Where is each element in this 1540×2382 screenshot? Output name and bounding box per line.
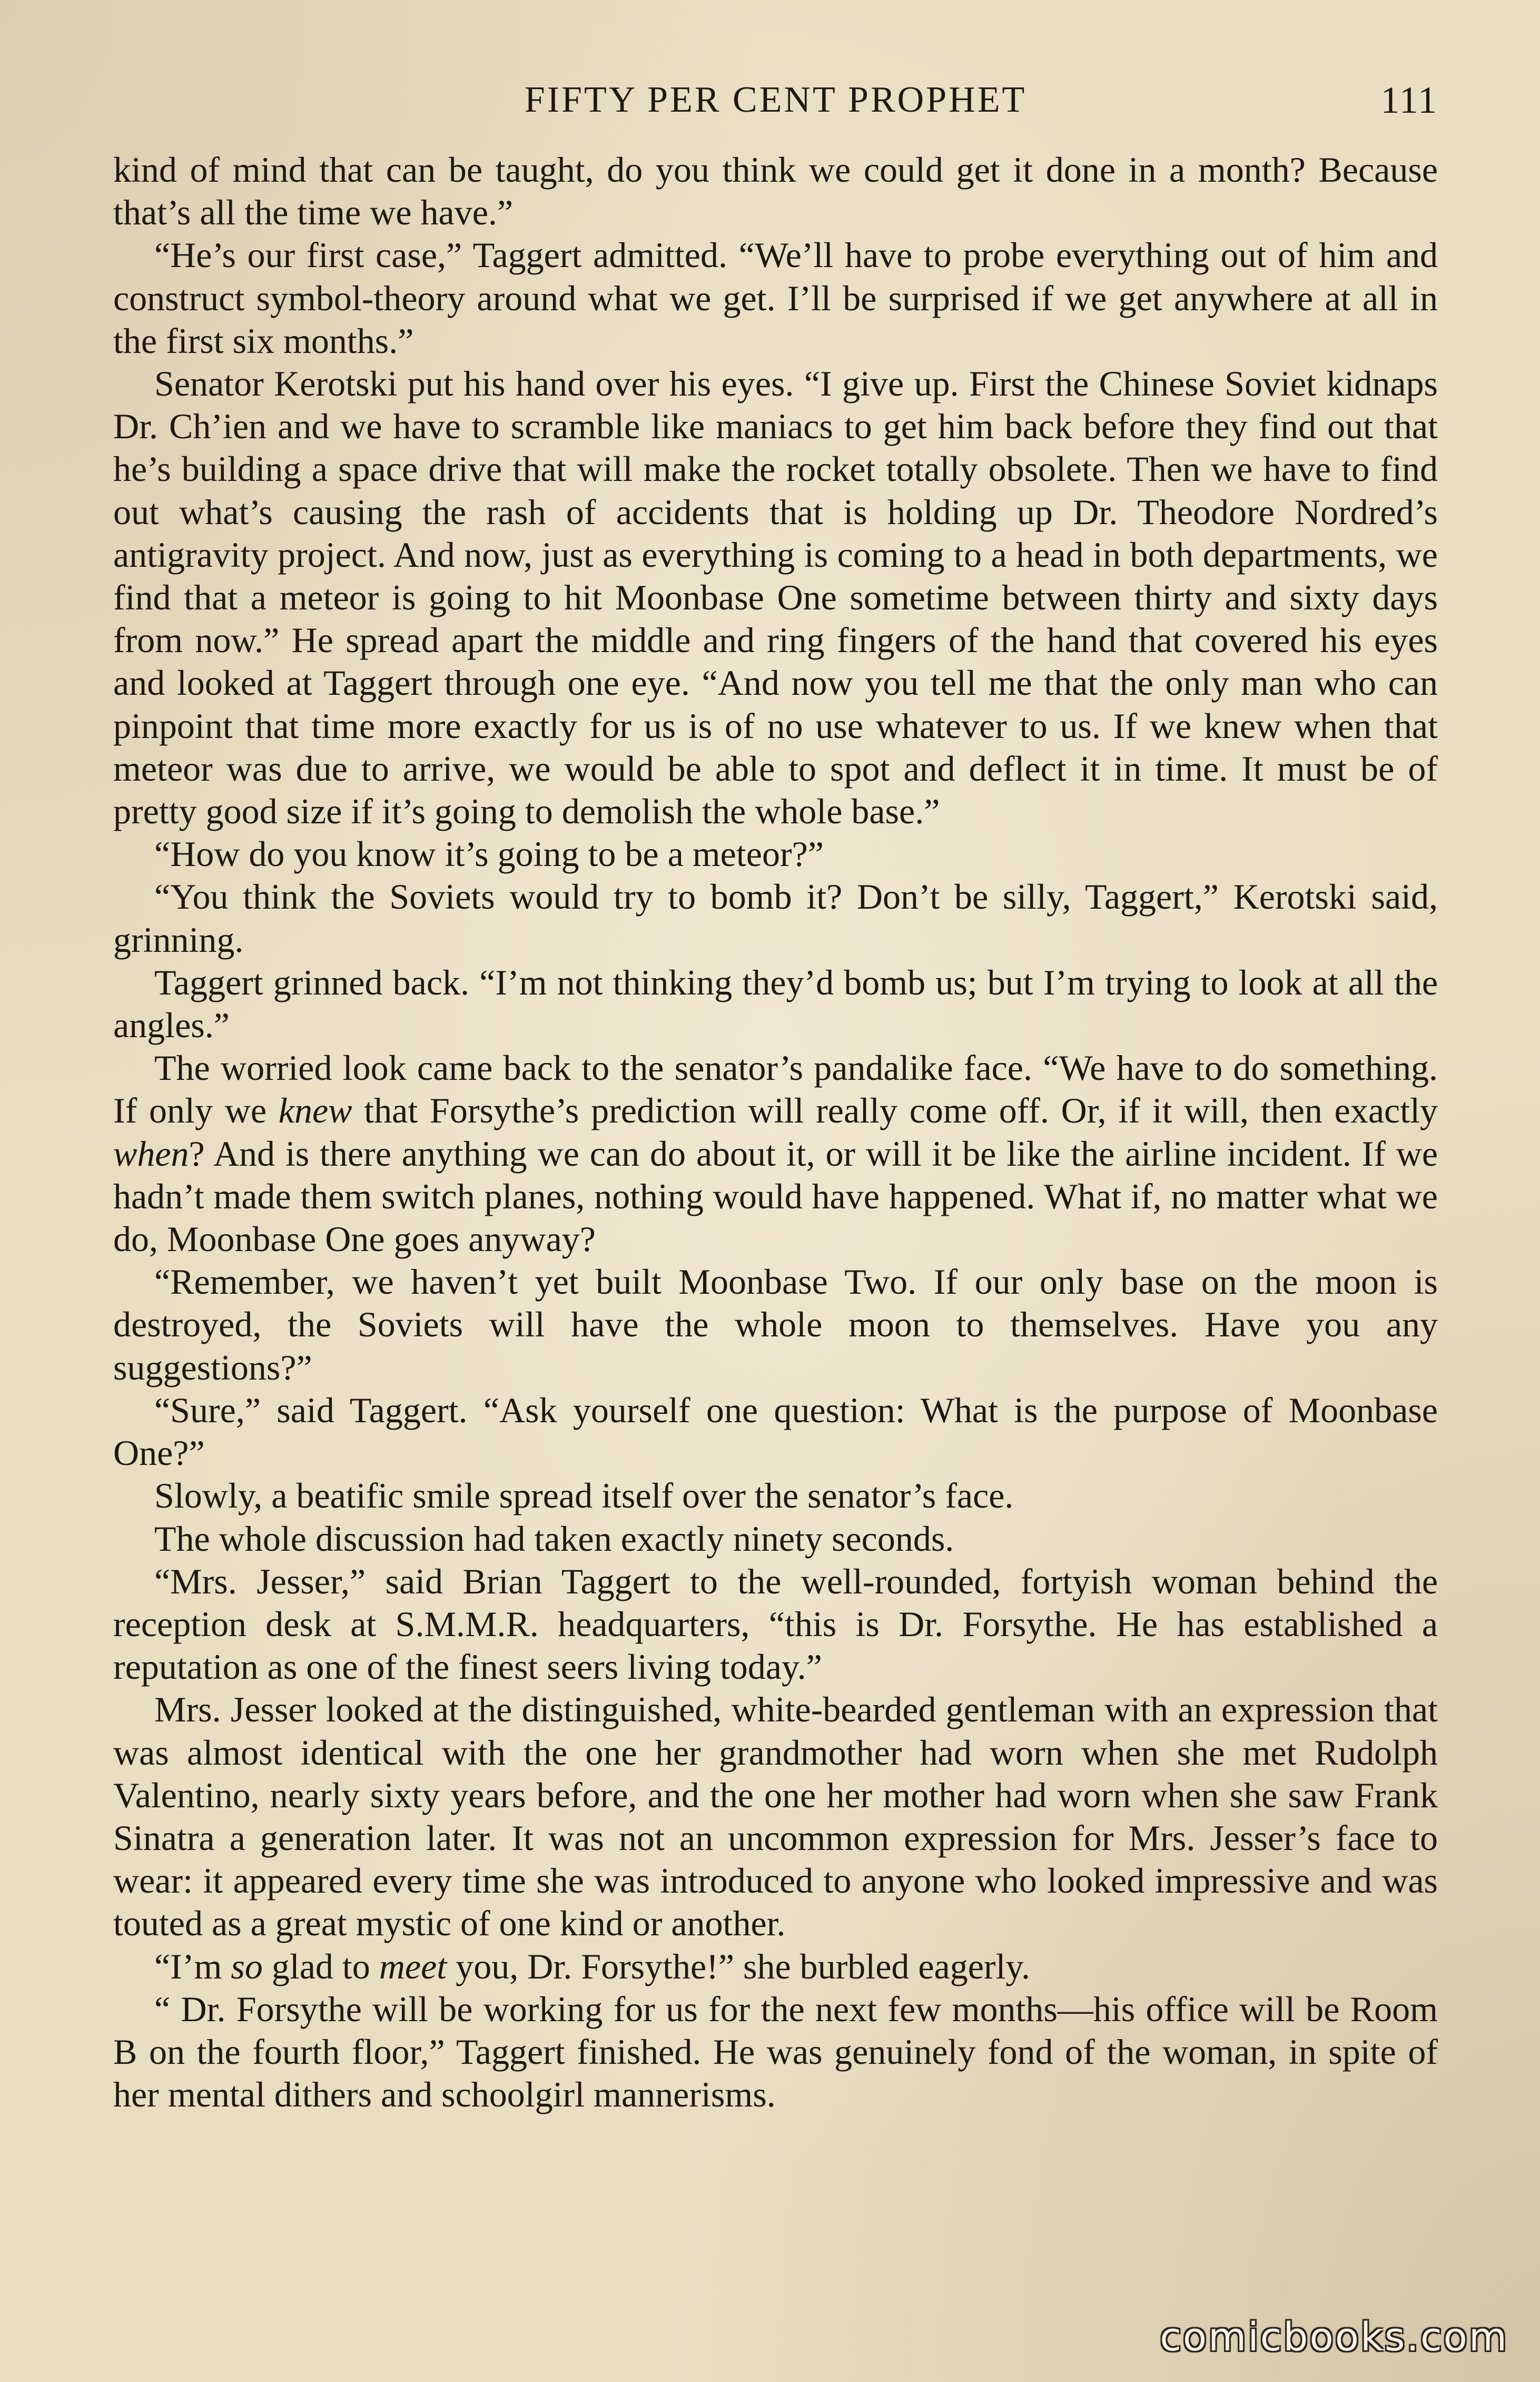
paragraph: “You think the Soviets would try to bomb it? Don’t be silly, Taggert,” Kerotski said, grinning. — [113, 877, 1438, 960]
paragraph — [113, 1047, 1438, 1261]
paragraph: “How do you know it’s going to be a meteor?” — [154, 834, 824, 874]
paragraph: Slowly, a beatific smile spread itself over the senator’s face. — [154, 1475, 1014, 1516]
running-head — [113, 74, 1438, 126]
text-run: you, Dr. Forsythe!” she burbled eagerly. — [447, 1946, 1031, 1986]
running-title: FIFTY PER CENT PROPHET — [524, 80, 1027, 120]
text-run: glad to — [262, 1946, 379, 1986]
paragraph: “Mrs. Jesser,” said Brian Taggert to the well-rounded, fortyish woman behind the reception desk at S.M.M.R. headquarters, “this is Dr. Forsythe. He has established a reputation as one of the finest seers living today.” — [113, 1561, 1438, 1687]
text-run: that Forsythe’s prediction will really come off. Or, if it will, then exactly — [352, 1090, 1438, 1131]
watermark: comicbooks.com — [1160, 2315, 1508, 2360]
body-text — [113, 149, 1438, 2116]
italic-text: meet — [379, 1946, 447, 1986]
paragraph: Mrs. Jesser looked at the distinguished, white-bearded gentleman with an expression that was almost identical with the one her grandmother had worn when she met Rudolph Valentino, nearly sixty years before, and the one her mother had worn when she saw Frank Sinatra a generation later. It was not an uncommon expression for Mrs. Jesser’s face to wear: it appeared every time she was introduced to anyone who looked impressive and was touted as a great mystic of one kind or another. — [113, 1689, 1438, 1944]
paragraph: “Sure,” said Taggert. “Ask yourself one question: What is the purpose of Moonbase One?” — [113, 1390, 1438, 1473]
paragraph: kind of mind that can be taught, do you think we could get it done in a month? Because that’s all the time we have.” — [113, 150, 1438, 233]
paragraph: “Remember, we haven’t yet built Moonbase Two. If our only base on the moon is destroyed, the Soviets will have the whole moon to themselves. Have you any suggestions?” — [113, 1262, 1438, 1387]
text-run: “I’m — [154, 1946, 231, 1986]
paragraph — [113, 1945, 1438, 1988]
paragraph: The whole discussion had taken exactly ninety seconds. — [154, 1518, 954, 1559]
text-run: ? And is there anything we can do about it, or will it be like the airline incident. If we hadn’t made them switch planes, nothing would have happened. What if, no matter what we do, Moonbase One goes anyway? — [113, 1133, 1438, 1259]
text-run: The worried look came back to the senator’s pandalike face. “We have to do something. If only we — [113, 1048, 1438, 1131]
italic-text: so — [231, 1946, 263, 1986]
paragraph: “He’s our first case,” Taggert admitted. “We’ll have to probe everything out of him and construct symbol-theory around what we get. I’ll be surprised if we get anywhere at all in the first six months.” — [113, 235, 1438, 361]
paragraph: Senator Kerotski put his hand over his eyes. “I give up. First the Chinese Soviet kidnaps Dr. Ch’ien and we have to scramble like maniacs to get him back before they find out that he’s building a space drive that will make the rocket totally obsolete. Then we have to find out what’s causing the rash of accidents that is holding up Dr. Theodore Nordred’s antigravity project. And now, just as everything is coming to a head in both departments, we find that a meteor is going to hit Moonbase One sometime between thirty and sixty days from now.” He spread apart the middle and ring fingers of the hand that covered his eyes and looked at Taggert through one eye. “And now you tell me that the only man who can pinpoint that time more exactly for us is of no use whatever to us. If we knew when that meteor was due to arrive, we would be able to spot and deflect it in time. It must be of pretty good size if it’s going to demolish the whole base.” — [113, 363, 1438, 832]
page-number: 111 — [1380, 79, 1438, 121]
italic-text: knew — [278, 1090, 352, 1131]
paragraph: “ Dr. Forsythe will be working for us for the next few months—his office will be Room B on the fourth floor,” Taggert finished. He was genuinely fond of the woman, in spite of her mental dithers and schoolgirl mannerisms. — [113, 1989, 1438, 2115]
italic-text: when — [113, 1133, 189, 1174]
paragraph: Taggert grinned back. “I’m not thinking they’d bomb us; but I’m trying to look at all the angles.” — [113, 962, 1438, 1046]
